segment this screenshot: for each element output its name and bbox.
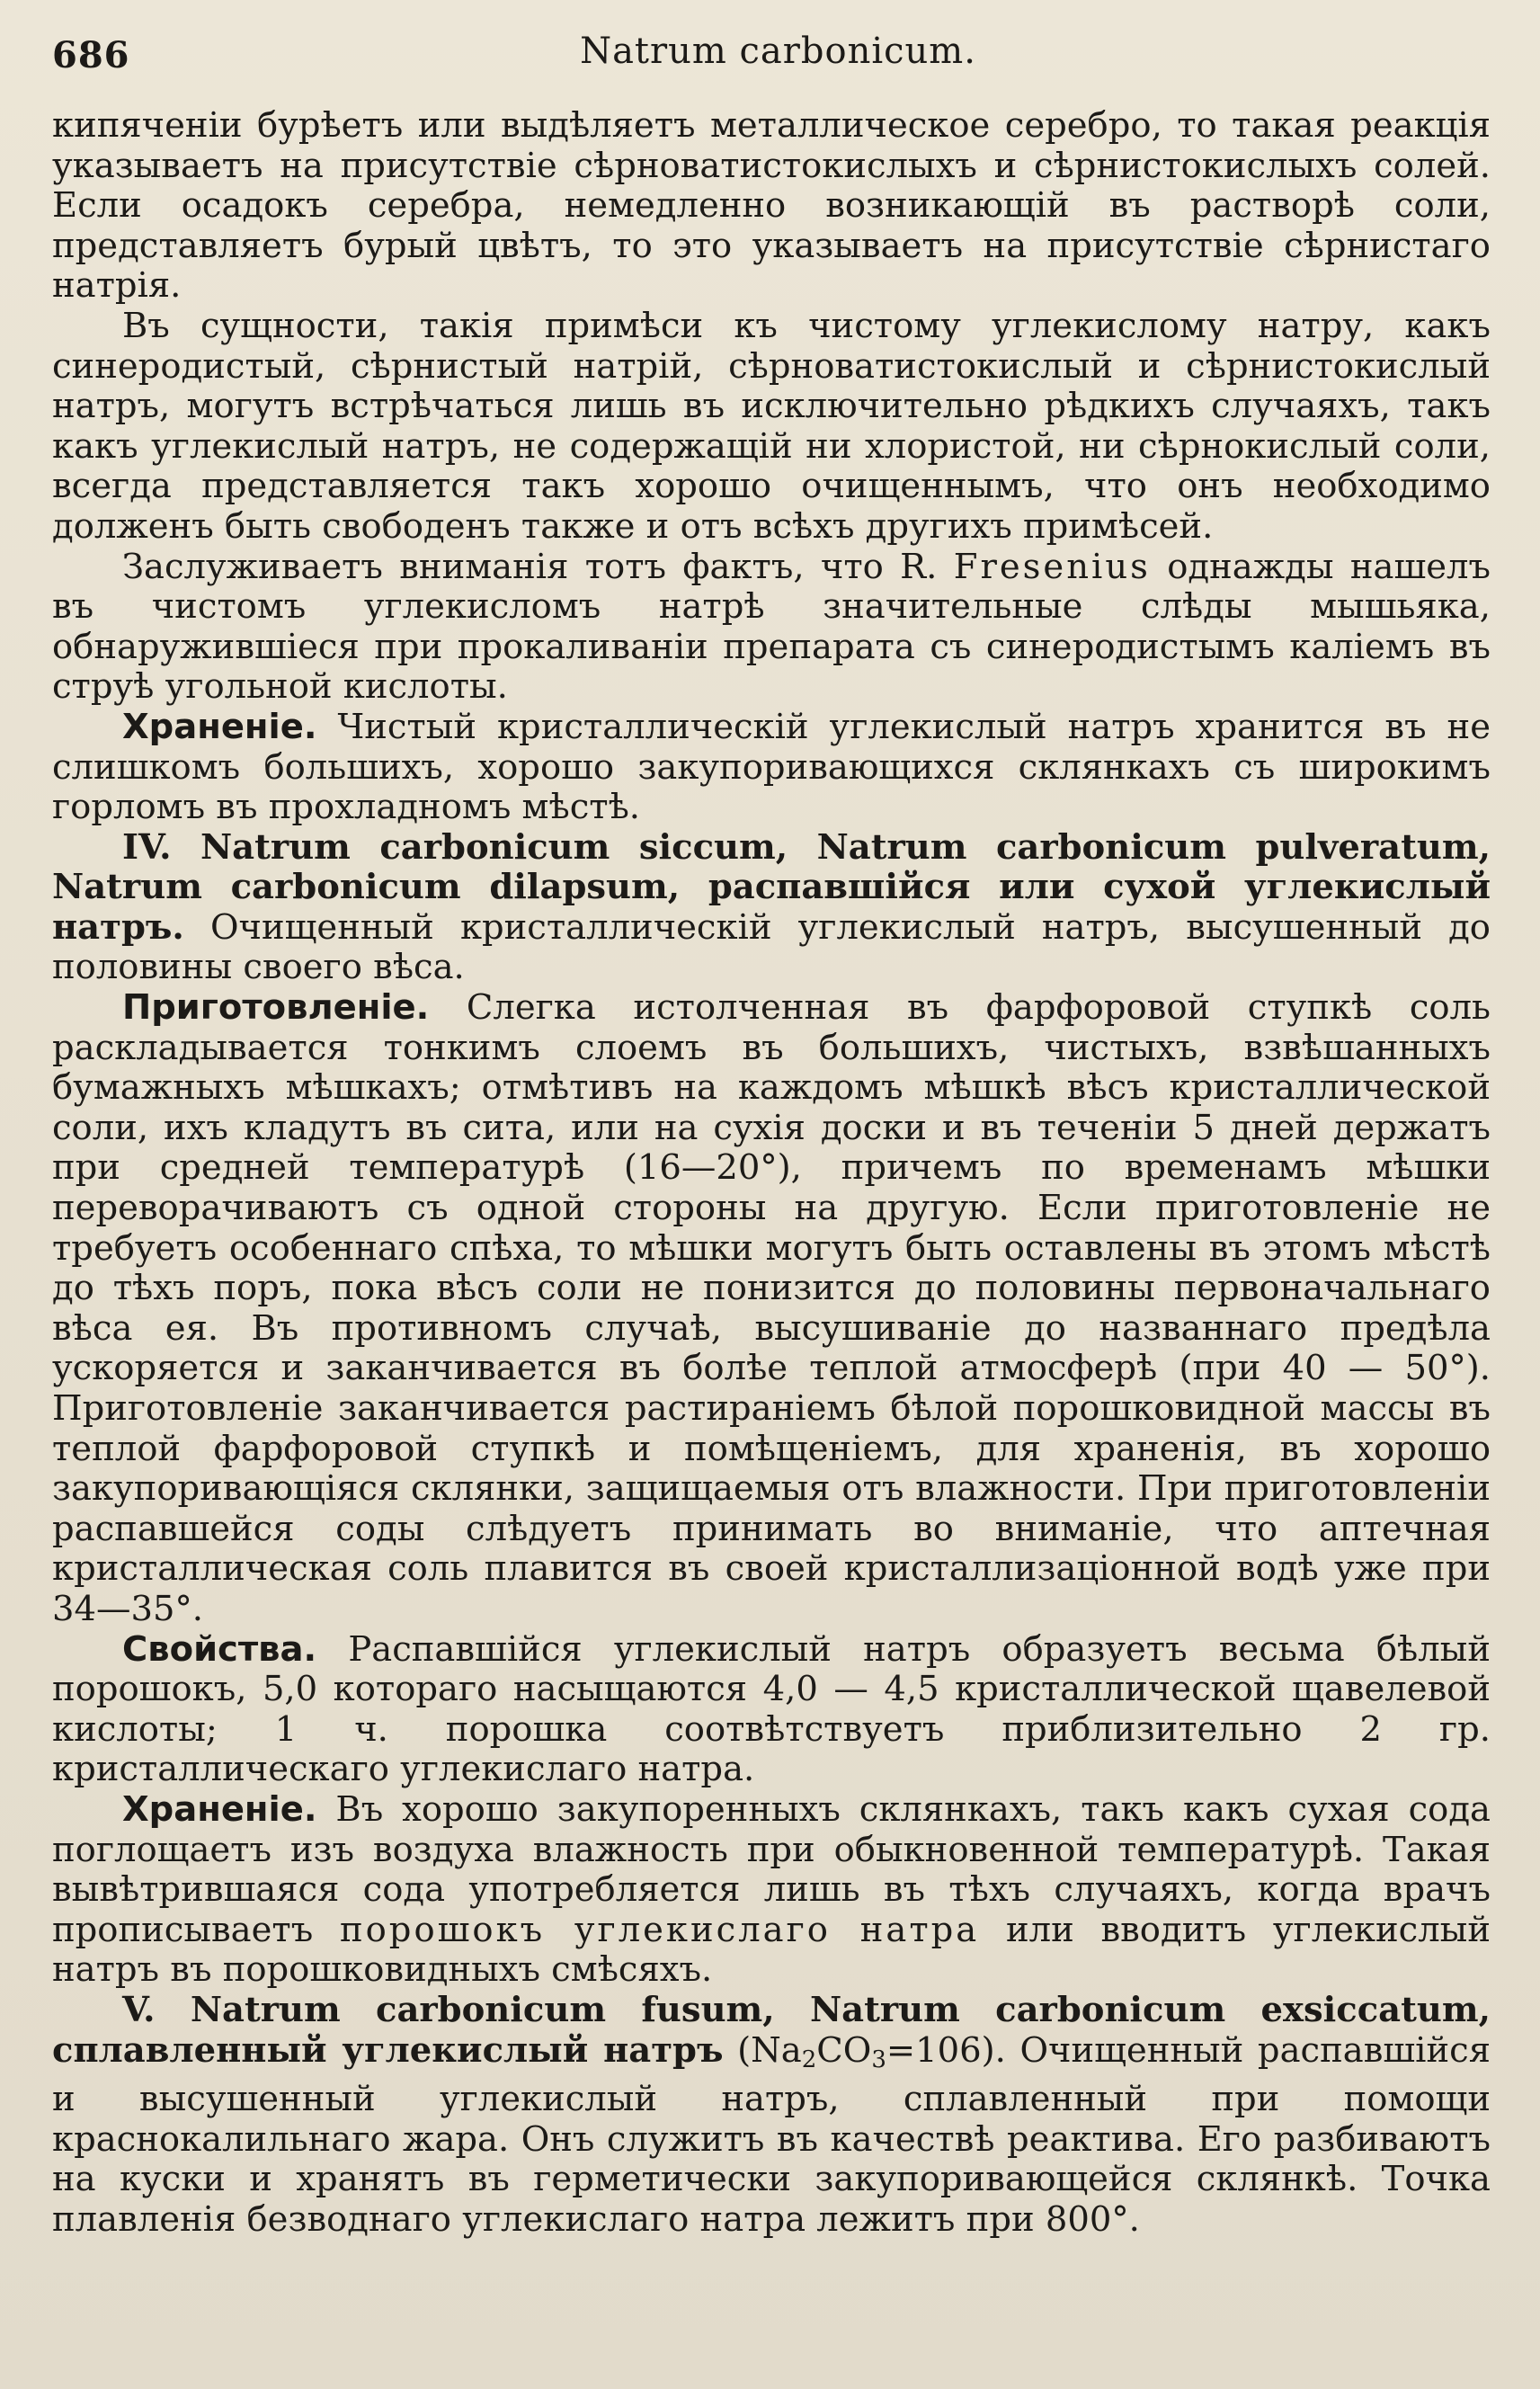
formula-part: (Na (737, 2029, 802, 2071)
paragraph-impurities (52, 307, 1491, 548)
formula-part: =106). (886, 2029, 1006, 2071)
paragraph-continuation (52, 106, 1491, 307)
chemical-formula (737, 2030, 1006, 2071)
paragraph-text: Слегка истолченная въ фарфоровой ступкѣ соль раскладывается тонкимъ слоемъ въ большихъ, чистыхъ, взвѣшанныхъ бумажныхъ мѣшкахъ; отмѣтивъ на каждомъ мѣшкѣ вѣсъ кристаллической соли, ихъ кладутъ въ сита, или на сухія доски и въ теченіи 5 дней держатъ при средней температурѣ (16—20°), причемъ по временамъ мѣшки переворачиваютъ съ одной стороны на другую. Если приготовленіе не требуетъ особеннаго спѣха, то мѣшки могутъ быть оставлены въ этомъ мѣстѣ до тѣхъ поръ, пока вѣсъ соли не понизится до половины первоначальнаго вѣса ея. Въ противномъ случаѣ, высушиваніе до названнаго предѣла ускоряется и заканчивается въ болѣе теплой атмосферѣ (при 40 — 50°). Приготовленіе заканчивается растираніемъ бѣлой порошковидной массы въ теплой фарфоровой ступкѣ и помѣщеніемъ, для храненія, въ хорошо закупоривающіяся склянки, защищаемыя отъ влажности. При приготовленіи распавшейся соды слѣдуетъ принимать во вниманіе, что аптечная кристаллическая соль плавится въ своей кристаллизаціонной водѣ уже при 34—35°. (52, 987, 1491, 1629)
paragraph-preparation (52, 988, 1491, 1630)
paragraph-text: Распавшійся углекислый натръ образуетъ весьма бѣлый порошокъ, 5,0 котораго насыщаются 4,0 — 4,5 кристаллической щавелевой кислоты; 1 ч. порошка соотвѣтствуетъ приблизительно 2 гр. кристаллическаго углекислаго натра. (52, 1628, 1491, 1790)
paragraph-text: Въ сущности, такія примѣси къ чистому углекислому натру, какъ синеродистый, сѣрнистый натрій, сѣрноватистокислый и сѣрнистокислый натръ, могутъ встрѣчаться лишь въ исключительно рѣдкихъ случаяхъ, такъ какъ углекислый натръ, не содержащій ни хлористой, ни сѣрнокислый соли, всегда представляется такъ хорошо очищеннымъ, что онъ необходимо долженъ быть свободенъ также и отъ всѣхъ другихъ примѣсей. (52, 305, 1491, 547)
section-heading: Храненіе. (122, 1788, 317, 1830)
paragraph-storage-dry (52, 1790, 1491, 1991)
page-body (52, 106, 1491, 2240)
paragraph-text: Очищенный кристаллическій углекислый натръ, высушенный до половины своего вѣса. (52, 906, 1491, 988)
section-title-v: V. Natrum carbonicum fusum, Natrum carbonicum exsiccatum, сплавленный углекислый натръ (52, 1989, 1491, 2071)
emphasized-text: порошокъ углекислаго натра (339, 1909, 980, 1950)
formula-subscript: 3 (871, 2046, 886, 2073)
paragraph-text: Чистый кристаллическій углекислый натръ хранится въ не слишкомъ большихъ, хорошо закупоривающихся склянкахъ съ широкимъ горломъ въ прохладномъ мѣстѣ. (52, 706, 1491, 828)
section-title-iv: IV. Natrum carbonicum siccum, Natrum carbonicum pulveratum, Natrum carbonicum dilapsum, распавшійся или сухой углекислый натръ. (52, 826, 1491, 948)
section-heading: Приготовленіе. (122, 987, 430, 1029)
paragraph-properties (52, 1630, 1491, 1790)
paragraph-text: кипяченіи бурѣетъ или выдѣляетъ металлическое серебро, то такая реакція указываетъ на присутствіе сѣрноватистокислыхъ и сѣрнистокислыхъ солей. Если осадокъ серебра, немедленно возникающій въ растворѣ соли, представляетъ бурый цвѣтъ, то это указываетъ на присутствіе сѣрнистаго натрія. (52, 105, 1491, 307)
paragraph-text: Въ хорошо закупоренныхъ склянкахъ, такъ какъ сухая сода поглощаетъ изъ воздуха влажность при обыкновенной температурѣ. Такая вывѣтрившаяся сода употребляется лишь въ тѣхъ случаяхъ, когда врачъ прописываетъ (52, 1788, 1491, 1950)
formula-subscript: 2 (801, 2046, 817, 2073)
paragraph-text: однажды нашелъ въ чистомъ углекисломъ натрѣ значительные слѣды мышьяка, обнаружившіеся при прокаливаніи препарата съ синеродистымъ каліемъ въ струѣ угольной кислоты. (52, 546, 1491, 708)
paragraph-fresenius (52, 548, 1491, 708)
paragraph-section-v (52, 1991, 1491, 2241)
section-heading: Храненіе. (122, 706, 317, 747)
page-number: 686 (52, 34, 130, 76)
running-title: Natrum carbonicum. (580, 31, 976, 72)
section-heading: Свойства. (122, 1628, 317, 1670)
paragraph-storage (52, 708, 1491, 828)
page-header (52, 27, 1504, 81)
author-name: Fresenius (953, 546, 1151, 587)
formula-part: CO (816, 2029, 872, 2071)
paragraph-section-iv (52, 828, 1491, 988)
paragraph-text: Очищенный распавшійся и высушенный углекислый натръ, сплавленный при помощи краснокалильнаго жара. Онъ служитъ въ качествѣ реактива. Его разбиваютъ на куски и хранятъ въ герметически закупоривающейся склянкѣ. Точка плавленія безводнаго углекислаго натра лежитъ при 800°. (52, 2029, 1491, 2240)
paragraph-text: или вводитъ углекислый натръ въ порошковидныхъ смѣсяхъ. (52, 1909, 1491, 1991)
paragraph-text: Заслуживаетъ вниманія тотъ фактъ, что R. (122, 546, 938, 587)
